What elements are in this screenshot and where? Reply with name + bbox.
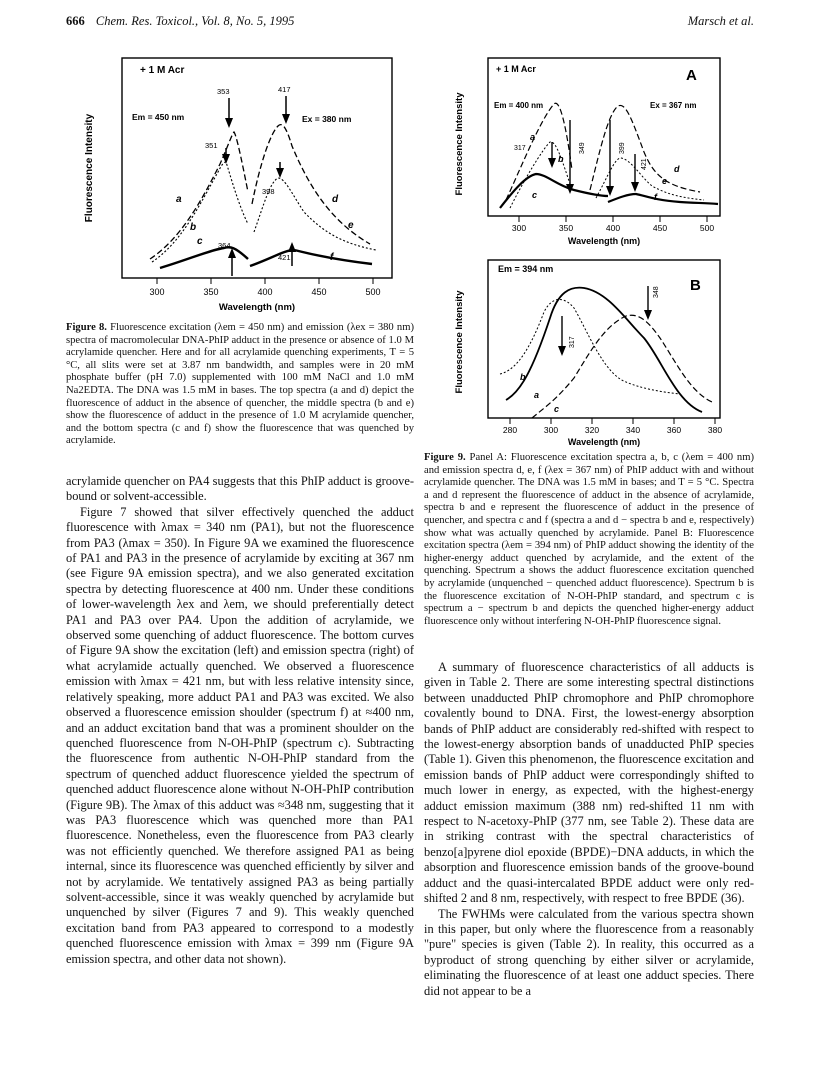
figure-9-caption-text: Panel A: Fluorescence excitation spectra a, b, c (λem = 400 nm) and emission spectra d, e, f (λex = 367 nm) of PhIP adduct with and without acrylamide quencher. The DNA was 1.5 mM in bases; and T = 5 °C. Spectra a and d represent the fluorescence of adduct in the absence of acrylamide, spectra b and e represent the fluorescence of adduct in the presence of quencher, and spectra c and f (spectra a and d − spectra b and e, respectively) show what was actually quenched by acrylamide. Panel B: Fluorescence excitation spectra (λem = 394 nm) of PhIP adduct showing the identity of the higher-energy adduct quenched by acrylamide, and the extent of the quenching. Spectrum a shows the adduct fluorescence excitation quenched by acrylamide (unquenched − quenched adduct fluorescence). Spectrum b is the fluorescence excitation of N-OH-PhIP standard, and spectrum c is spectrum a − spectrum b and depicts the quenched higher-energy adduct fluorescence only without interfering N-OH-PhIP fluorescence signal.: [424, 452, 754, 627]
curve-label-a: a: [176, 194, 182, 205]
left-column-text: [66, 474, 414, 967]
curve-label-b: b: [190, 222, 197, 233]
figure-9a-curve-f: [608, 194, 718, 204]
figure-8-caption: [66, 322, 414, 448]
figure-8-em-label: Em = 450 nm: [132, 112, 185, 122]
peak-label-421: 421: [278, 253, 291, 262]
fig9b-peak-317: 317: [569, 336, 576, 348]
svg-text:280: 280: [502, 425, 518, 435]
figure-8-frame: [122, 58, 392, 278]
peak-label-351: 351: [205, 141, 218, 150]
figure-9b-y-label: Fluorescence Intensity: [454, 290, 465, 394]
arrow-421-head: [288, 242, 296, 252]
figure-8-ex-label: Ex = 380 nm: [302, 114, 352, 124]
figure-9a-x-label: Wavelength (nm): [567, 236, 641, 246]
fig9a-curve-label-c: c: [532, 190, 538, 200]
curve-label-d: d: [332, 194, 339, 205]
svg-text:340: 340: [625, 425, 641, 435]
svg-text:400: 400: [605, 223, 621, 233]
peak-label-398: 398: [262, 187, 275, 196]
figure-8-x-label: Wavelength (nm): [218, 302, 296, 313]
arrow-353-head: [225, 118, 233, 128]
figure-9a-acr-label: + 1 M Acr: [496, 64, 536, 74]
figure-8-chart: [70, 54, 410, 316]
svg-text:350: 350: [558, 223, 574, 233]
figure-9b-x-label: Wavelength (nm): [567, 437, 641, 447]
svg-text:380: 380: [707, 425, 723, 435]
svg-text:300: 300: [511, 223, 527, 233]
figure-9b-curve-c: [532, 315, 712, 418]
fig8-tick-500: 500: [365, 287, 381, 297]
left-paragraph-1: acrylamide quencher on PA4 suggests that this PhIP adduct is groove-bound or solvent-accessible.: [66, 474, 414, 504]
peak-label-417: 417: [278, 85, 291, 94]
figure-9a-curve-c: [500, 174, 608, 208]
fig9a-curve-label-d: d: [674, 164, 680, 174]
journal-citation: Chem. Res. Toxicol., Vol. 8, No. 5, 1995: [95, 14, 295, 28]
figure-9a-em-label: Em = 400 nm: [494, 101, 544, 110]
fig9a-peak-399: 399: [619, 142, 626, 154]
fig9b-curve-label-b: b: [520, 372, 526, 382]
fig8-tick-450: 450: [311, 287, 327, 297]
arrow-351-head: [222, 154, 230, 164]
curve-label-f: f: [330, 252, 334, 263]
figure-9-caption-title: Figure 9.: [424, 452, 466, 463]
right-paragraph-2: The FWHMs were calculated from the various spectra shown in this paper, but only where the fluorescence from a reasonably "pure" species is given (Table 2). In reality, this occurred as a byproduct of strong quenching by either silver or acrylamide, eliminating the fluorescence of at least one adduct species. There did not appear to be a: [424, 906, 754, 998]
peak-label-353: 353: [217, 87, 230, 96]
fig9a-curve-label-a: a: [530, 132, 536, 142]
figure-8-y-label: Fluorescence Intensity: [84, 113, 95, 223]
svg-text:360: 360: [666, 425, 682, 435]
page-header: [66, 14, 294, 29]
fig9b-curve-label-a: a: [534, 390, 540, 400]
figure-9b-frame: [488, 260, 720, 418]
svg-text:300: 300: [543, 425, 559, 435]
figure-9b-em-label: Em = 394 nm: [498, 264, 554, 274]
fig9a-curve-label-b: b: [558, 154, 564, 164]
figure-9a-panel-label: A: [686, 67, 697, 84]
figure-8-caption-title: Figure 8.: [66, 322, 107, 333]
peak-label-364: 364: [218, 241, 231, 250]
fig9b-peak-348: 348: [653, 286, 660, 298]
svg-text:450: 450: [652, 223, 668, 233]
figure-8-curve-f: [250, 250, 372, 266]
fig9a-curve-label-f: f: [654, 192, 657, 202]
fig8-tick-300: 300: [149, 287, 165, 297]
figure-9-caption: [424, 452, 754, 628]
fig9a-peak-421: 421: [641, 158, 648, 170]
svg-text:500: 500: [699, 223, 715, 233]
right-column-text: [424, 660, 754, 999]
fig8-tick-350: 350: [203, 287, 219, 297]
curve-label-c: c: [197, 236, 203, 247]
fig9a-peak-349: 349: [579, 142, 586, 154]
fig9b-curve-label-c: c: [554, 404, 560, 414]
figure-9b-curve-b: [500, 299, 680, 394]
fig9a-curve-label-e: e: [662, 176, 668, 186]
arrow-417-head: [282, 114, 290, 124]
figure-8-acr-label: + 1 M Acr: [140, 65, 185, 76]
curve-label-e: e: [348, 220, 354, 231]
figure-8-curve-b: [152, 162, 248, 262]
page-number: 666: [66, 14, 85, 28]
fig8-tick-400: 400: [257, 287, 273, 297]
figure-9b-panel-label: B: [690, 277, 701, 294]
right-paragraph-1: A summary of fluorescence characteristics of all adducts is given in Table 2. There are some interesting spectral distinctions between unadducted PhIP chromophore and PhIP chromophore covalently bound to DNA. First, the lowest-energy absorption bands of PhIP adduct are considerably red-shifted with respect to the lowest-energy absorption bands of unadducted PhIP species (Table 1). Given this phenomenon, the fluorescence excitation and emission bands of PhIP adduct were correspondingly shifted to much lower in energy, as expected, with the highest-energy adduct emission maximum (388 nm) red-shifted 11 nm with respect to N-acetoxy-PhIP (377 nm, see Table 2). These data are in striking contrast with the spectral characteristics of benzo[a]pyrene diol epoxide (BPDE)−DNA adducts, in which the absorption and fluorescence emission bands of the groove-bound adduct and the quasi-intercalated BPDE adduct were only red-shifted 2 and 8 nm, respectively, with respect to free BPDE (36).: [424, 660, 754, 906]
left-paragraph-2: Figure 7 showed that silver effectively quenched the adduct fluorescence with λmax = 340 nm (PA1), but not the fluorescence from PA3 (λmax = 350). In Figure 9A we examined the fluorescence of PA1 and PA3 in the presence of acrylamide by exciting at 367 nm (see Figure 9A emission spectra), and we also generated excitation spectra by detecting fluorescence at 400 nm. Under these conditions of lower-wavelength λex and λem, we should preferentially detect PA1 and PA3 over PA4. Upon the addition of acrylamide, we observed some quenching of adduct fluorescence. The bottom curves of Figure 9A show the excitation (left) and emission spectra (right) of what acrylamide actually quenched. We observed a fluorescence emission with λmax = 421 nm, but with less relative intensity since, relatively speaking, more adduct PA1 and PA3 was excited. We also observed a fluorescence emission shoulder (spectrum f) at ≈400 nm, and an adduct excitation band that was a prominent shoulder on the quenched fluorescence from N-OH-PhIP (spectrum c). Subtracting the fluorescence from authentic N-OH-PhIP standard from the spectrum of quenched adduct fluorescence yielded the spectrum of quenched adduct fluorescence alone without N-OH-PhIP contribution (Figure 9B). The λmax of this adduct was ≈348 nm, suggesting that it was PA3 fluorescence which was quenched more than PA1 fluorescence. Nonetheless, even the fluorescence from PA3 clearly was not efficiently quenched. We therefore assigned PA1 as being internal, since its fluorescence was quenched efficiently by silver and not by acrylamide. We tentatively assigned PA3 as being partially solvent-accessible, since it was weakly quenched by acrylamide but unquenched by silver (Figures 7 and 9). This weakly quenched excitation band from PA3 appeared to correspond to a modestly quenched fluorescence emission with λmax = 399 nm (Figure 9A emission spectra, and other data not shown).: [66, 504, 414, 966]
figure-9b-chart: [440, 252, 740, 448]
running-authors: Marsch et al.: [687, 14, 754, 28]
figure-9a-chart: [440, 50, 740, 248]
svg-text:320: 320: [584, 425, 600, 435]
figure-9a-y-label: Fluorescence Intensity: [454, 92, 465, 196]
figure-9a-ex-label: Ex = 367 nm: [650, 101, 697, 110]
figure-8-caption-text: Fluorescence excitation (λem = 450 nm) and emission (λex = 380 nm) spectra of macromolecular DNA-PhIP adduct in the presence or absence of 1.0 M acrylamide quencher. Here and for all acrylamide quenching experiments, T = 5 °C, all slits were set at 3.87 nm bandwidth, and samples were in 20 mM phosphate buffer (pH 7.0) supplemented with 100 mM NaCl and 1.0 mM Na2EDTA. The DNA was 1.5 mM in bases. The top spectra (a and d) depict the fluorescence of adduct in the absence of quencher, the middle spectra (b and e) show the fluorescence of adduct in the presence of 1.0 M acrylamide quencher, and the bottom spectra (c and f) show the fluorescence that was quenched by acrylamide.: [66, 322, 414, 447]
fig9a-peak-317: 317: [514, 145, 526, 152]
arrow-398-head: [276, 168, 284, 178]
